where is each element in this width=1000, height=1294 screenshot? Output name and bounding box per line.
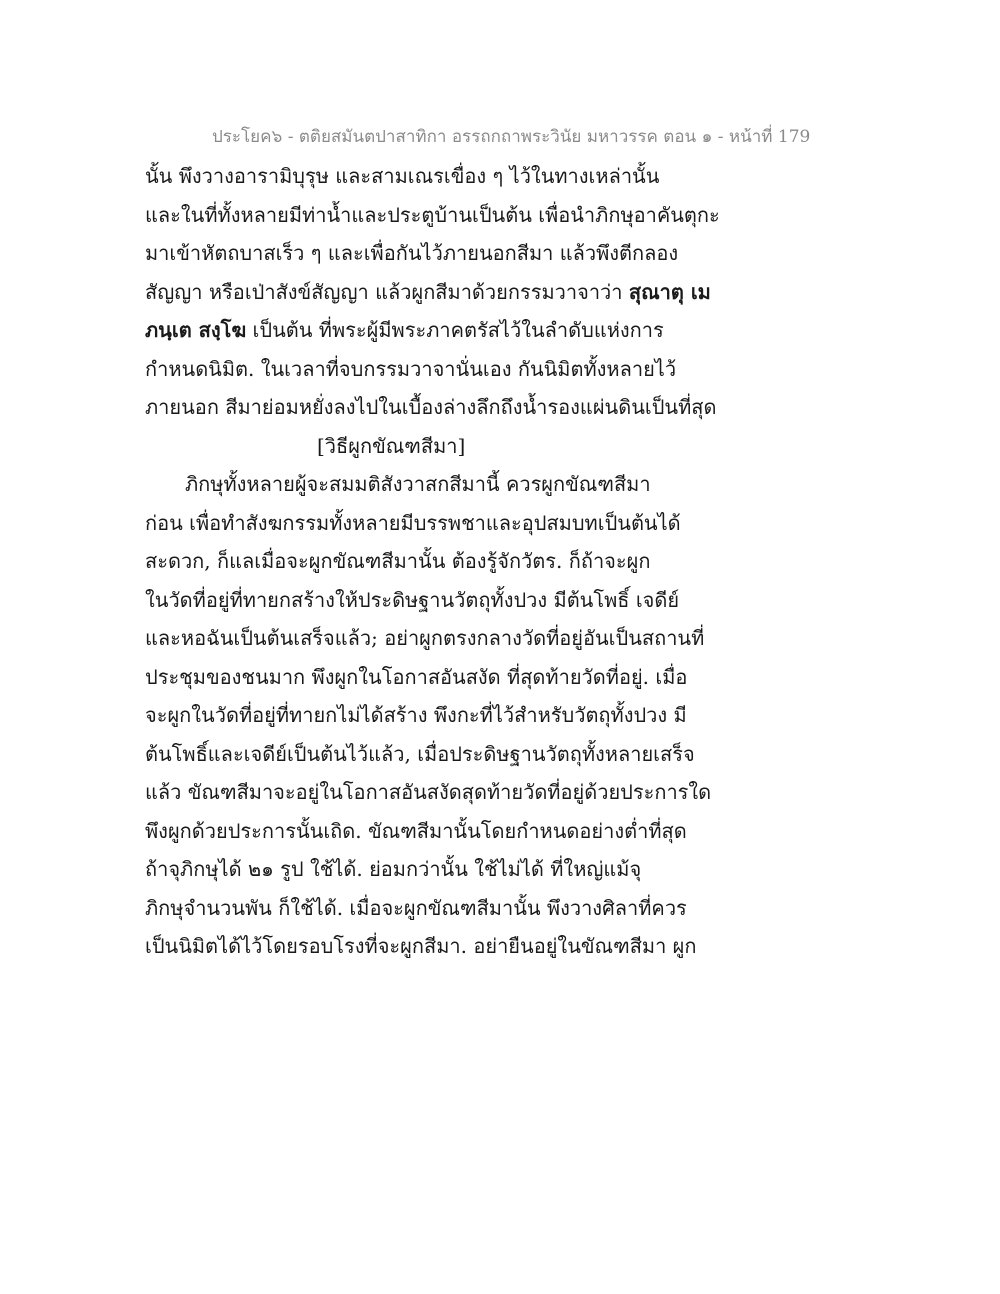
pali-phrase: ภนฺเต สงฺโฆ [145, 318, 247, 342]
body-line: ภายนอก สีมาย่อมหยั่งลงไปในเบื้องล่างลึกถึงน้ำรองแผ่นดินเป็นที่สุด [145, 395, 717, 419]
body-line [145, 311, 865, 350]
body-line: ต้นโพธิ์และเจดีย์เป็นต้นไว้แล้ว, เมื่อประดิษฐานวัตถุทั้งหลายเสร็จ [145, 741, 695, 766]
body-text-span: สัญญา หรือเป่าสังข์สัญญา แล้วผูกสีมาด้วยกรรมวาจาว่า [145, 279, 629, 304]
body-line: จะผูกในวัดที่อยู่ที่ทายกไม่ได้สร้าง พึงกะที่ไว้สำหรับวัตถุทั้งปวง มี [145, 703, 687, 727]
body-text-span: เป็นต้น ที่พระผู้มีพระภาคตรัสไว้ในลำดับแห่งการ [246, 318, 664, 342]
body-line: ในวัดที่อยู่ที่ทายกสร้างให้ประดิษฐานวัตถุทั้งปวง มีต้นโพธิ์ เจดีย์ [145, 587, 680, 612]
body-line [145, 273, 865, 312]
pali-phrase: สุณาตุ เม [628, 279, 711, 304]
body-line: มาเข้าหัตถบาสเร็ว ๆ และเพื่อกันไว้ภายนอกสีมา แล้วพึงตีกลอง [145, 241, 679, 265]
body-line: แล้ว ขัณฑสีมาจะอยู่ในโอกาสอันสงัดสุดท้ายวัดที่อยู่ด้วยประการใด [145, 780, 712, 804]
body-line: และในที่ทั้งหลายมีท่าน้ำและประตูบ้านเป็นต้น เพื่อนำภิกษุอาคันตุกะ [145, 202, 720, 227]
body-line: ประชุมของชนมาก พึงผูกในโอกาสอันสงัด ที่สุดท้ายวัดที่อยู่. เมื่อ [145, 664, 688, 689]
body-line: สะดวก, ก็แลเมื่อจะผูกขัณฑสีมานั้น ต้องรู้จักวัตร. ก็ถ้าจะผูก [145, 549, 651, 573]
page-header: ประโยค๖ - ตติยสมันตปาสาทิกา อรรถกถาพระวินัย มหาวรรค ตอน ๑ - หน้าที่ 179 [212, 127, 811, 147]
body-line: ก่อน เพื่อทำสังฆกรรมทั้งหลายมีบรรพชาและอุปสมบทเป็นต้นได้ [145, 510, 681, 535]
body-line: พึงผูกด้วยประการนั้นเถิด. ขัณฑสีมานั้นโดยกำหนดอย่างต่ำที่สุด [145, 818, 687, 843]
body-line: และหอฉันเป็นต้นเสร็จแล้ว; อย่าผูกตรงกลางวัดที่อยู่อันเป็นสถานที่ [145, 626, 705, 650]
section-heading: [วิธีผูกขัณฑสีมา] [317, 433, 466, 458]
body-line: เป็นนิมิตได้ไว้โดยรอบโรงที่จะผูกสีมา. อย่ายืนอยู่ในขัณฑสีมา ผูก [145, 934, 697, 958]
body-line: ถ้าจุภิกษุได้ ๒๑ รูป ใช้ได้. ย่อมกว่านั้น ใช้ไม่ได้ ที่ใหญ่แม้จุ [145, 857, 642, 881]
body-line: นั้น พึงวางอารามิบุรุษ และสามเณรเขื่อง ๆ ไว้ในทางเหล่านั้น [145, 164, 660, 188]
body-line: กำหนดนิมิต. ในเวลาที่จบกรรมวาจานั่นเอง กันนิมิตทั้งหลายไว้ [145, 356, 677, 381]
body-line: ภิกษุจำนวนพัน ก็ใช้ได้. เมื่อจะผูกขัณฑสีมานั้น พึงวางศิลาที่ควร [145, 895, 687, 920]
body-line: ภิกษุทั้งหลายผู้จะสมมติสังวาสกสีมานี้ ควรผูกขัณฑสีมา [185, 472, 651, 496]
document-body [145, 157, 865, 966]
